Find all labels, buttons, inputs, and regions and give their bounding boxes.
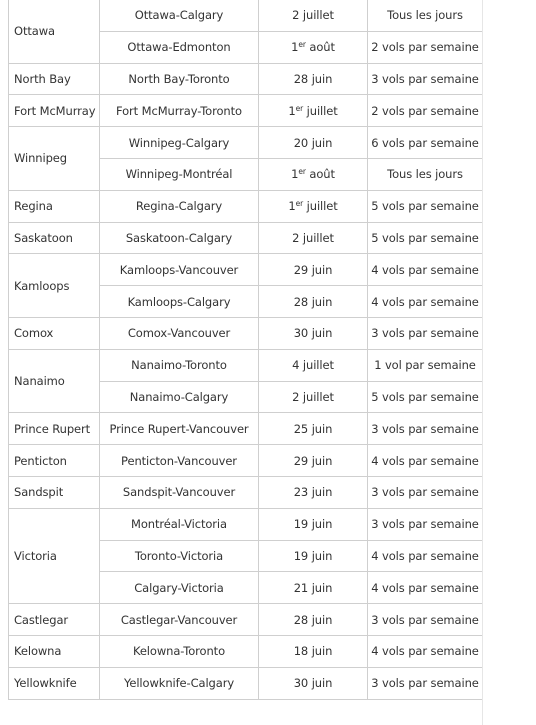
start-date-cell [259, 254, 368, 286]
route-cell: North Bay-Toronto [100, 63, 259, 95]
origin-city-cell: Prince Rupert [9, 413, 100, 445]
start-date-month: juillet [302, 8, 334, 23]
start-date-cell [259, 508, 368, 540]
frequency-cell: 3 vols par semaine [368, 317, 483, 349]
origin-city-cell: Comox [9, 317, 100, 349]
route-cell: Fort McMurray-Toronto [100, 95, 259, 127]
start-date-day: 28 [293, 612, 309, 627]
frequency-cell: 3 vols par semaine [368, 63, 483, 95]
start-date-cell [259, 381, 368, 413]
start-date-cell [259, 127, 368, 159]
start-date-month: juin [311, 135, 333, 150]
route-cell: Saskatoon-Calgary [100, 222, 259, 254]
start-date-cell [259, 635, 368, 667]
frequency-cell: 5 vols par semaine [368, 190, 483, 222]
start-date-day: 19 [293, 517, 309, 532]
start-date-cell [259, 158, 368, 190]
table-row [9, 667, 483, 699]
start-date-cell [259, 349, 368, 381]
origin-city-cell: Castlegar [9, 604, 100, 636]
route-cell: Nanaimo-Calgary [100, 381, 259, 413]
table-row [9, 63, 483, 95]
start-date-day: 18 [293, 644, 309, 659]
start-date-day: 30 [293, 326, 309, 341]
start-date-cell [259, 222, 368, 254]
origin-city-cell: Victoria [9, 508, 100, 603]
start-date-day: 2 [292, 230, 300, 245]
origin-city-cell: North Bay [9, 63, 100, 95]
frequency-cell: 2 vols par semaine [368, 95, 483, 127]
start-date-month: juillet [302, 230, 334, 245]
origin-city-cell: Sandspit [9, 476, 100, 508]
start-date-day: 1 [291, 167, 299, 182]
route-cell: Comox-Vancouver [100, 317, 259, 349]
page-right-rule [482, 0, 483, 725]
start-date-month: juin [311, 548, 333, 563]
start-date-day: 25 [293, 421, 309, 436]
origin-city-cell: Regina [9, 190, 100, 222]
table-row [9, 413, 483, 445]
start-date-cell [259, 0, 368, 31]
table-row [9, 127, 483, 159]
start-date-month: juin [311, 71, 333, 86]
start-date-month: juillet [306, 103, 338, 118]
route-cell: Castlegar-Vancouver [100, 604, 259, 636]
ordinal-suffix: er [295, 103, 304, 113]
routes-table-body [9, 0, 483, 699]
start-date-month: juin [311, 612, 333, 627]
route-cell: Yellowknife-Calgary [100, 667, 259, 699]
start-date-cell [259, 445, 368, 477]
table-row [9, 254, 483, 286]
start-date-day: 20 [293, 135, 309, 150]
frequency-cell: 6 vols par semaine [368, 127, 483, 159]
route-cell: Winnipeg-Calgary [100, 127, 259, 159]
start-date-day: 1 [288, 199, 296, 214]
start-date-cell [259, 604, 368, 636]
frequency-cell: Tous les jours [368, 0, 483, 31]
start-date-cell [259, 190, 368, 222]
start-date-month: août [309, 167, 335, 182]
route-cell: Prince Rupert-Vancouver [100, 413, 259, 445]
route-cell: Montréal-Victoria [100, 508, 259, 540]
origin-city-cell: Kelowna [9, 635, 100, 667]
origin-city-cell: Winnipeg [9, 127, 100, 191]
start-date-month: juillet [302, 389, 334, 404]
table-row [9, 349, 483, 381]
start-date-month: juin [311, 676, 333, 691]
route-cell: Calgary-Victoria [100, 572, 259, 604]
start-date-month: juin [311, 294, 333, 309]
route-cell: Regina-Calgary [100, 190, 259, 222]
frequency-cell: 3 vols par semaine [368, 604, 483, 636]
start-date-day: 23 [293, 485, 309, 500]
start-date-month: juin [311, 580, 333, 595]
frequency-cell: 3 vols par semaine [368, 413, 483, 445]
table-row [9, 317, 483, 349]
table-row [9, 222, 483, 254]
start-date-day: 4 [292, 358, 300, 373]
route-cell: Kelowna-Toronto [100, 635, 259, 667]
route-cell: Sandspit-Vancouver [100, 476, 259, 508]
ordinal-suffix: er [298, 40, 306, 50]
ordinal-suffix: er [295, 199, 304, 209]
start-date-day: 28 [293, 294, 309, 309]
origin-city-cell: Nanaimo [9, 349, 100, 413]
start-date-month: juin [311, 517, 333, 532]
frequency-cell: 5 vols par semaine [368, 381, 483, 413]
frequency-cell: 3 vols par semaine [368, 508, 483, 540]
start-date-day: 19 [293, 548, 309, 563]
route-cell: Kamloops-Calgary [100, 286, 259, 318]
start-date-day: 1 [291, 40, 299, 55]
route-cell: Toronto-Victoria [100, 540, 259, 572]
origin-city-cell: Penticton [9, 445, 100, 477]
start-date-month: juin [311, 421, 333, 436]
frequency-cell: 4 vols par semaine [368, 635, 483, 667]
frequency-cell: 4 vols par semaine [368, 540, 483, 572]
table-row [9, 190, 483, 222]
start-date-day: 30 [293, 676, 309, 691]
start-date-cell [259, 476, 368, 508]
route-cell: Nanaimo-Toronto [100, 349, 259, 381]
start-date-month: juin [311, 644, 333, 659]
start-date-month: juin [311, 485, 333, 500]
start-date-month: juin [311, 262, 333, 277]
start-date-cell [259, 413, 368, 445]
start-date-cell [259, 63, 368, 95]
route-cell: Penticton-Vancouver [100, 445, 259, 477]
frequency-cell: Tous les jours [368, 158, 483, 190]
route-cell: Ottawa-Edmonton [100, 31, 259, 63]
route-cell: Kamloops-Vancouver [100, 254, 259, 286]
table-row [9, 476, 483, 508]
ordinal-suffix: er [298, 167, 306, 177]
start-date-cell [259, 540, 368, 572]
table-row [9, 445, 483, 477]
frequency-cell: 5 vols par semaine [368, 222, 483, 254]
start-date-day: 21 [293, 580, 309, 595]
frequency-cell: 3 vols par semaine [368, 476, 483, 508]
start-date-month: juillet [306, 199, 338, 214]
table-row [9, 95, 483, 127]
frequency-cell: 4 vols par semaine [368, 286, 483, 318]
start-date-day: 2 [292, 389, 300, 404]
frequency-cell: 3 vols par semaine [368, 667, 483, 699]
origin-city-cell: Ottawa [9, 0, 100, 63]
frequency-cell: 4 vols par semaine [368, 254, 483, 286]
start-date-month: juin [311, 326, 333, 341]
start-date-day: 2 [292, 8, 300, 23]
frequency-cell: 2 vols par semaine [368, 31, 483, 63]
table-row [9, 604, 483, 636]
table-row [9, 508, 483, 540]
start-date-month: juillet [302, 358, 334, 373]
start-date-cell [259, 572, 368, 604]
frequency-cell: 4 vols par semaine [368, 572, 483, 604]
route-cell: Ottawa-Calgary [100, 0, 259, 31]
start-date-cell [259, 667, 368, 699]
start-date-cell [259, 286, 368, 318]
frequency-cell: 4 vols par semaine [368, 445, 483, 477]
origin-city-cell: Fort McMurray [9, 95, 100, 127]
start-date-month: août [309, 40, 335, 55]
table-row [9, 635, 483, 667]
origin-city-cell: Saskatoon [9, 222, 100, 254]
origin-city-cell: Kamloops [9, 254, 100, 318]
start-date-cell [259, 317, 368, 349]
start-date-cell [259, 95, 368, 127]
start-date-month: juin [311, 453, 333, 468]
start-date-day: 1 [288, 103, 296, 118]
start-date-day: 29 [293, 262, 309, 277]
start-date-cell [259, 31, 368, 63]
frequency-cell: 1 vol par semaine [368, 349, 483, 381]
start-date-day: 29 [293, 453, 309, 468]
origin-city-cell: Yellowknife [9, 667, 100, 699]
route-cell: Winnipeg-Montréal [100, 158, 259, 190]
routes-table [8, 0, 483, 700]
start-date-day: 28 [293, 71, 309, 86]
table-row [9, 0, 483, 31]
